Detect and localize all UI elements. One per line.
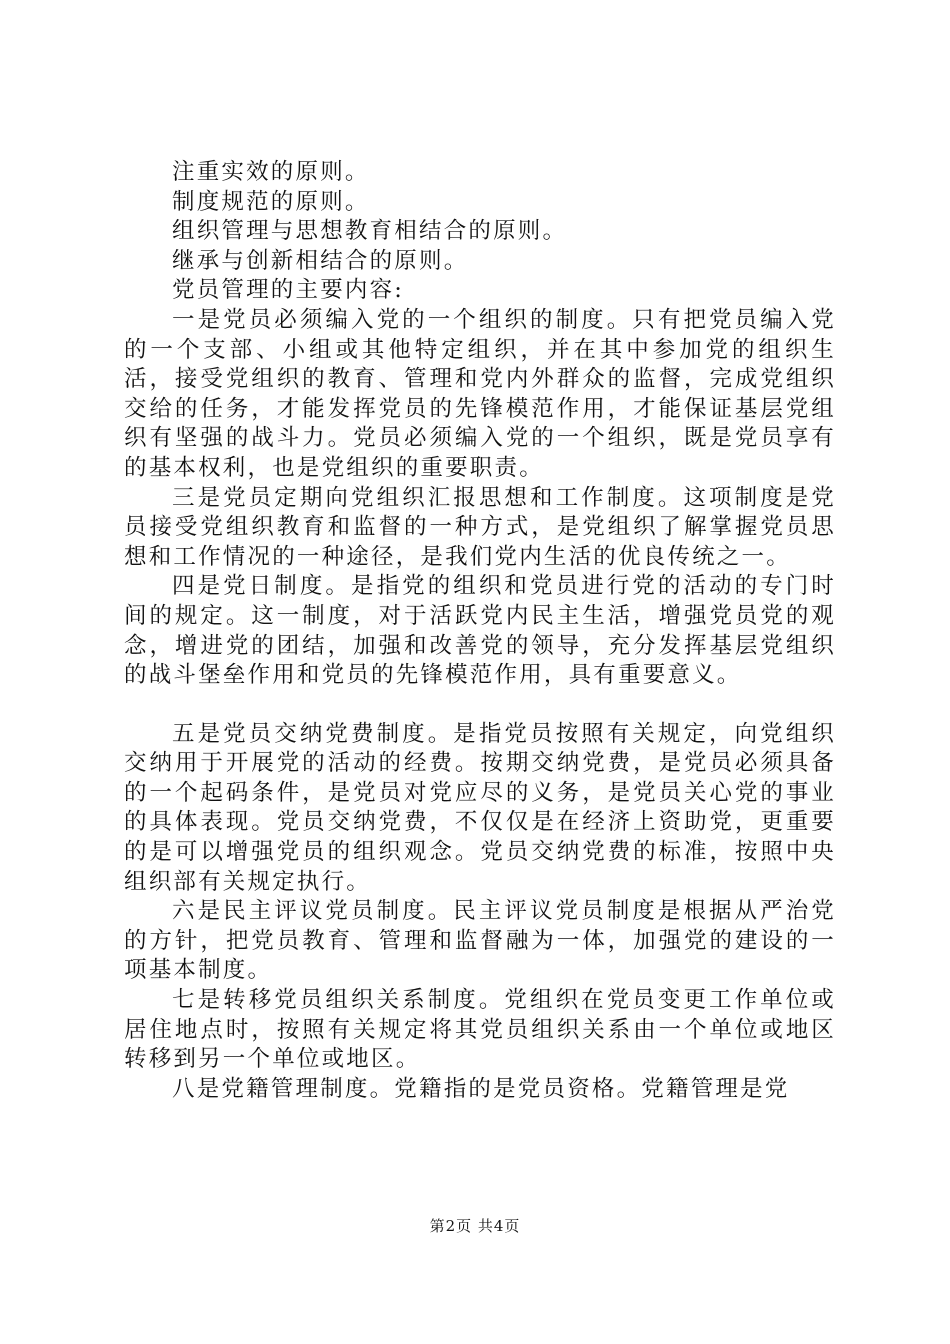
paragraph: 一是党员必须编入党的一个组织的制度。只有把党员编入党的一个支部、小组或其他特定组织，并在其中参加党的组织生活，接受党组织的教育、管理和党内外群众的监督，完成党组织交给的任务，才能发挥党员的先锋模范作用，才能保证基层党组织有坚强的战斗力。党员必须编入党的一个组织，既是党员享有的基本权利，也是党组织的重要职责。 — [124, 306, 836, 481]
paragraph: 三是党员定期向党组织汇报思想和工作制度。这项制度是党员接受党组织教育和监督的一种方式，是党组织了解掌握党员思想和工作情况的一种途径，是我们党内生活的优良传统之一。 — [124, 484, 836, 570]
page-number-label: 第2页 共4页 — [429, 1217, 521, 1235]
document-body — [124, 158, 836, 1104]
paragraph: 组织管理与思想教育相结合的原则。 — [172, 218, 568, 245]
paragraph: 继承与创新相结合的原则。 — [172, 247, 469, 274]
paragraph: 七是转移党员组织关系制度。党组织在党员变更工作单位或居住地点时，按照有关规定将其党员组织关系由一个单位或地区转移到另一个单位或地区。 — [124, 987, 836, 1073]
page-footer — [0, 1215, 950, 1236]
paragraph: 制度规范的原则。 — [172, 188, 370, 215]
paragraph: 四是党日制度。是指党的组织和党员进行党的活动的专门时间的规定。这一制度，对于活跃党内民主生活，增强党员党的观念，增进党的团结，加强和改善党的领导，充分发挥基层党组织的战斗堡垒作用和党员的先锋模范作用，具有重要意义。 — [124, 573, 836, 689]
paragraph: 五是党员交纳党费制度。是指党员按照有关规定，向党组织交纳用于开展党的活动的经费。按期交纳党费，是党员必须具备的一个起码条件，是党员对党应尽的义务，是党员关心党的事业的具体表现。党员交纳党费，不仅仅是在经济上资助党，更重要的是可以增强党员的组织观念。党员交纳党费的标准，按照中央组织部有关规定执行。 — [124, 720, 836, 895]
paragraph: 注重实效的原则。 — [172, 159, 370, 185]
paragraph: 党员管理的主要内容: — [172, 277, 405, 304]
paragraph: 八是党籍管理制度。党籍指的是党员资格。党籍管理是党 — [172, 1075, 790, 1102]
paragraph: 六是民主评议党员制度。民主评议党员制度是根据从严治党的方针，把党员教育、管理和监督融为一体，加强党的建设的一项基本制度。 — [124, 898, 836, 984]
